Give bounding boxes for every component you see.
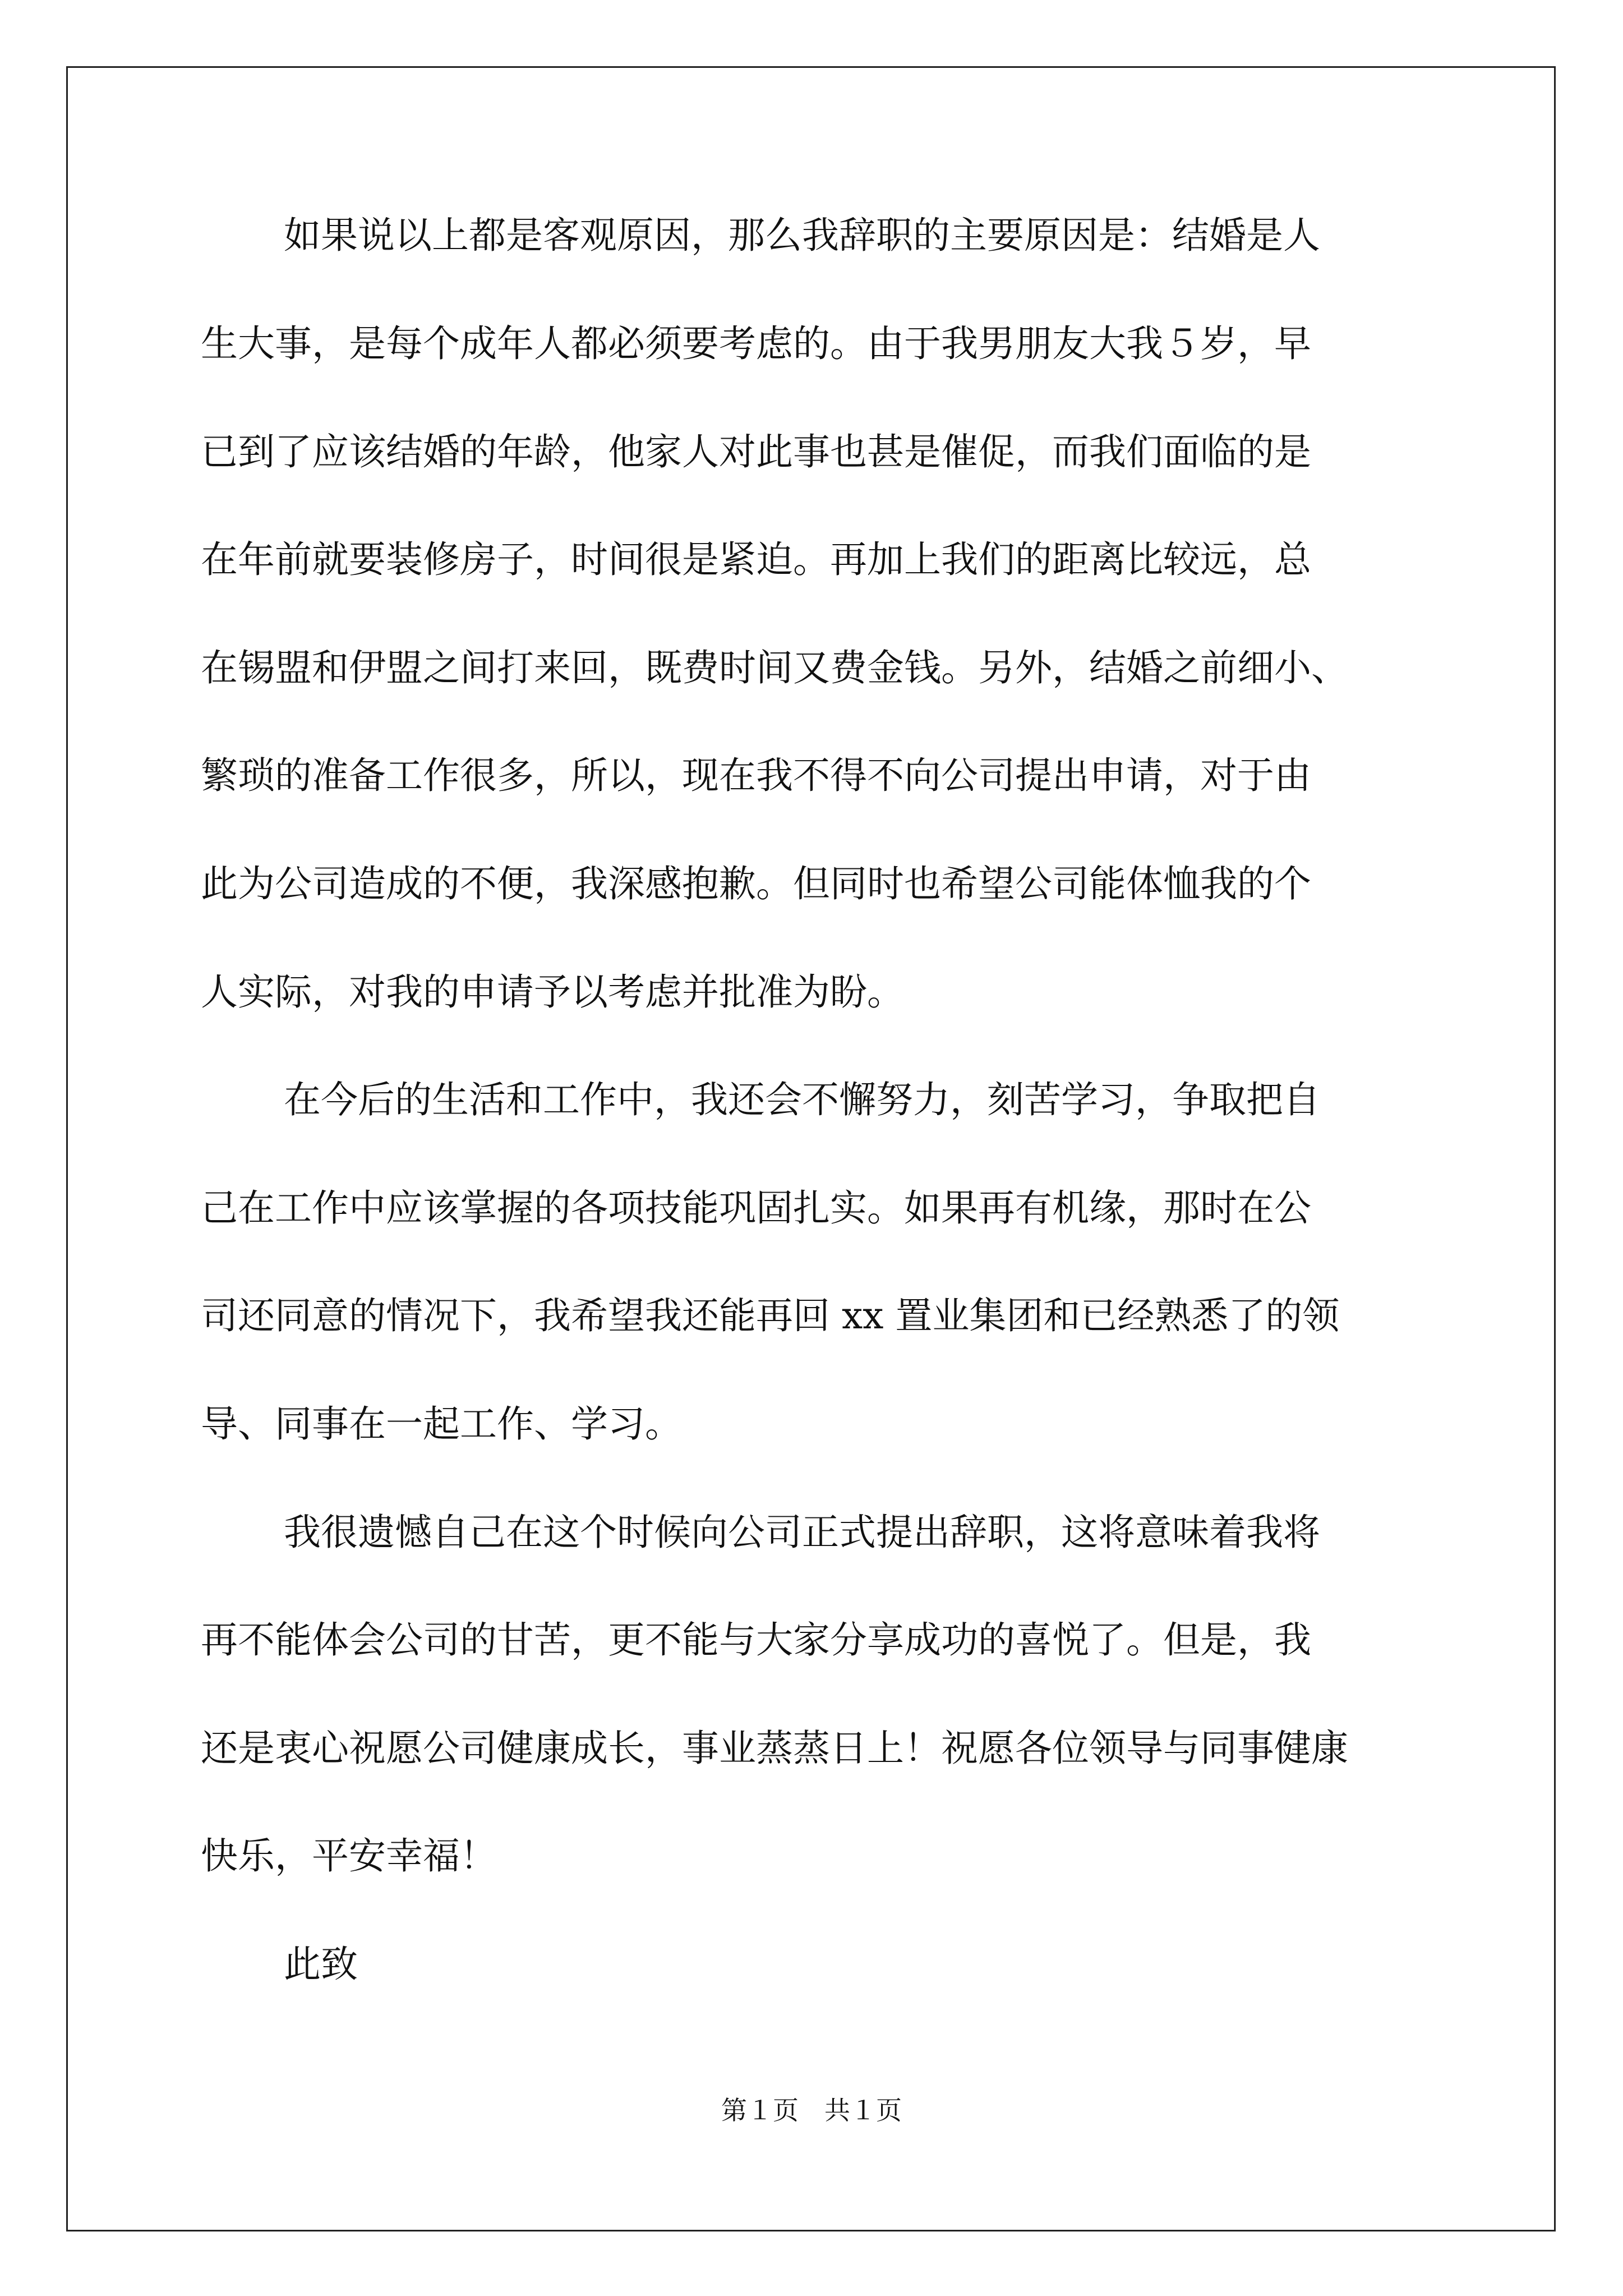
text-line: 如果说以上都是客观原因，那么我辞职的主要原因是：结婚是人 [284, 214, 1320, 257]
text-line: 我很遗憾自己在这个时候向公司正式提出辞职，这将意味着我将 [284, 1511, 1320, 1554]
text-line: 在今后的生活和工作中，我还会不懈努力，刻苦学习，争取把自 [284, 1078, 1320, 1121]
text-line: 导、同事在一起工作、学习。 [201, 1402, 682, 1446]
text-line: 生大事，是每个成年人都必须要考虑的。由于我男朋友大我５岁，早 [201, 322, 1311, 365]
text-line: 人实际，对我的申请予以考虑并批准为盼。 [201, 970, 904, 1014]
text-line: 还是衷心祝愿公司健康成长，事业蒸蒸日上！祝愿各位领导与同事健康 [201, 1727, 1348, 1770]
page-border [66, 66, 1556, 2231]
text-line: 司还同意的情况下，我希望我还能再回 xx 置业集团和已经熟悉了的领 [201, 1294, 1340, 1337]
text-line: 在年前就要装修房子，时间很是紧迫。再加上我们的距离比较远，总 [201, 538, 1311, 581]
text-line: 在锡盟和伊盟之间打来回，既费时间又费金钱。另外，结婚之前细小、 [201, 646, 1348, 689]
text-line: 已到了应该结婚的年龄，他家人对此事也甚是催促，而我们面临的是 [201, 430, 1311, 473]
text-line: 快乐，平安幸福！ [201, 1834, 497, 1878]
text-line: 此为公司造成的不便，我深感抱歉。但同时也希望公司能体恤我的个 [201, 862, 1311, 905]
text-line: 己在工作中应该掌握的各项技能巩固扎实。如果再有机缘，那时在公 [201, 1186, 1311, 1230]
text-line: 繁琐的准备工作很多，所以，现在我不得不向公司提出申请，对于由 [201, 754, 1311, 797]
text-line: 再不能体会公司的甘苦，更不能与大家分享成功的喜悦了。但是，我 [201, 1618, 1311, 1662]
page-number-footer: 第１页 共１页 [721, 2095, 902, 2125]
closing-line: 此致 [284, 1943, 358, 1986]
